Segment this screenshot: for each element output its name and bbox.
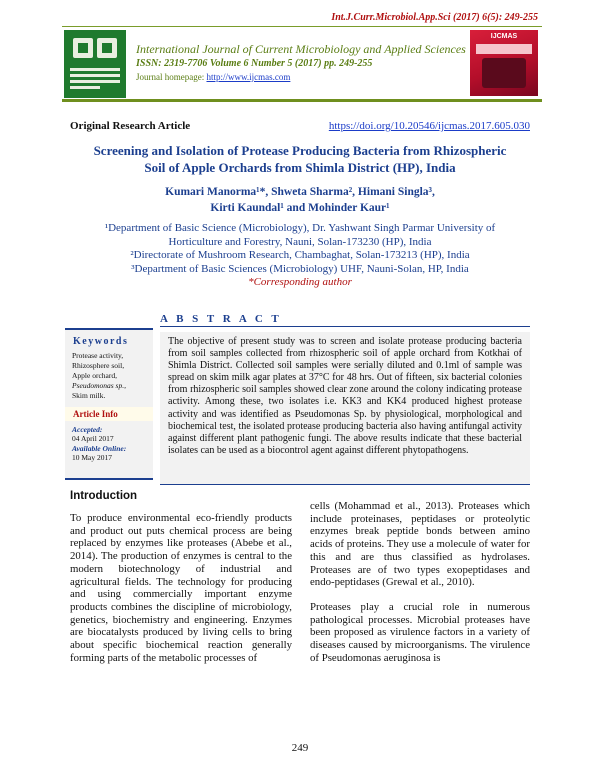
article-sidebar [65, 328, 153, 480]
journal-name: International Journal of Current Microbiology and Applied Sciences [136, 42, 466, 56]
introduction-heading: Introduction [70, 490, 138, 502]
online-date: 10 May 2017 [72, 453, 112, 462]
homepage-link[interactable]: http://www.ijcmas.com [206, 72, 291, 82]
affiliations [70, 222, 530, 290]
article-info-heading: Article Info [65, 407, 153, 421]
affiliation-line: ²Directorate of Mushroom Research, Chambaghat, Solan-173213 (HP), India [130, 249, 470, 261]
affiliation-line: ¹Department of Basic Science (Microbiology), Dr. Yashwant Singh Parmar University of [104, 222, 496, 234]
abstract-divider [160, 326, 530, 327]
title-line: Soil of Apple Orchards from Shimla District (HP), India [144, 160, 456, 175]
homepage-label: Journal homepage: [136, 72, 207, 82]
affiliation-line: ³Department of Basic Sciences (Microbiology) UHF, Nauni-Solan, HP, India [131, 262, 469, 275]
body-paragraph: To produce environmental eco-friendly products and product out puts chemical process are being replaced by enzymes like proteases (Abebe et al., 2014). The production of enzymes is central to the modern biotechnology of industrial and agricultural fields. The technology for producing and using commercially important enzyme products combines the discipline of microbiology, genetics, biochemistry and engineering. Enzymes are biocatalysts produced by living cells to bring about specific biochemical reaction generally forming parts of the metabolic processes of [70, 512, 292, 664]
publisher-logo-icon [64, 30, 126, 98]
author-list [70, 184, 530, 216]
abstract-bottom-divider [160, 484, 530, 485]
accepted-label: Accepted: [72, 425, 103, 434]
keyword: Rhizosphere soil, [72, 361, 125, 370]
paper-title [70, 142, 530, 176]
doi-link[interactable]: https://doi.org/10.20546/ijcmas.2017.605.030 [328, 120, 530, 132]
keyword: Protease activity, [72, 351, 124, 360]
accepted-date: 04 April 2017 [72, 434, 114, 443]
corresponding-author: *Corresponding author [248, 276, 352, 288]
keyword-list [72, 351, 146, 401]
keyword: Skim milk. [72, 391, 106, 400]
online-label: Available Online: [72, 444, 127, 453]
journal-reference: Int.J.Curr.Microbiol.App.Sci (2017) 6(5): 249-255 [331, 12, 538, 23]
authors-line: Kumari Manorma¹*, Shweta Sharma², Himani Singla³, [165, 186, 435, 198]
title-line: Screening and Isolation of Protease Producing Bacteria from Rhizospheric [93, 143, 507, 158]
affiliation-line: Horticulture and Forestry, Nauni, Solan-173230 (HP), India [168, 235, 432, 248]
article-type: Original Research Article [70, 120, 191, 132]
journal-cover-icon [470, 30, 538, 96]
journal-issn: ISSN: 2319-7706 Volume 6 Number 5 (2017) pp. 249-255 [136, 58, 373, 69]
body-paragraph: cells (Mohammad et al., 2013). Proteases which include proteinases, peptidases or proteolytic enzymes break peptide bonds between amino acids of proteins. They use a molecule of water for this and are thus classified as hydrolases. Proteases are of two types exopeptidases and endo-peptidases (Grewal et al., 2010). [310, 500, 530, 589]
cover-title: IJCMAS [490, 33, 518, 40]
body-column-left [70, 512, 292, 676]
abstract-heading: A B S T R A C T [160, 313, 282, 325]
keywords-heading: Keywords [73, 336, 129, 347]
journal-homepage [136, 72, 290, 82]
keyword: Apple orchard, [72, 371, 117, 380]
body-column-right [310, 500, 530, 676]
abstract-text: The objective of present study was to screen and isolate protease producing bacteria from soil samples collected from rhizospheric soil of apple orchard from Kotkhai of Shimla District. Collected soil samples were serially diluted and 0.1ml of sample was spread on skim milk agar plates at 37°C for 48 hrs. Out of fifteen, six bacterial colonies from rhizospheric soil samples showed clear zone around the colony indicating protease activity. Among these, two isolates i.e. KK3 and KK4 produced highest protease activity and was identified as Pseudomonas Sp. by physiological, morphological and biochemical test, the isolated protease producing bacteria also having antifungal activity against different plant pathogenic fungi. The above results indicate that these bacterial isolates can be used as a biocontrol agent against different phytopathogens. [160, 332, 530, 484]
page-number: 249 [291, 742, 309, 754]
body-paragraph: Proteases play a crucial role in numerous pathological processes. Microbial proteases have been proposed as virulence factors in a variety of diseases caused by microorganisms. The virulence of Pseudomonas aeruginosa is [310, 600, 530, 664]
keyword: Pseudomonas sp., [72, 381, 126, 390]
authors-line: Kirti Kaundal¹ and Mohinder Kaur¹ [210, 202, 390, 214]
